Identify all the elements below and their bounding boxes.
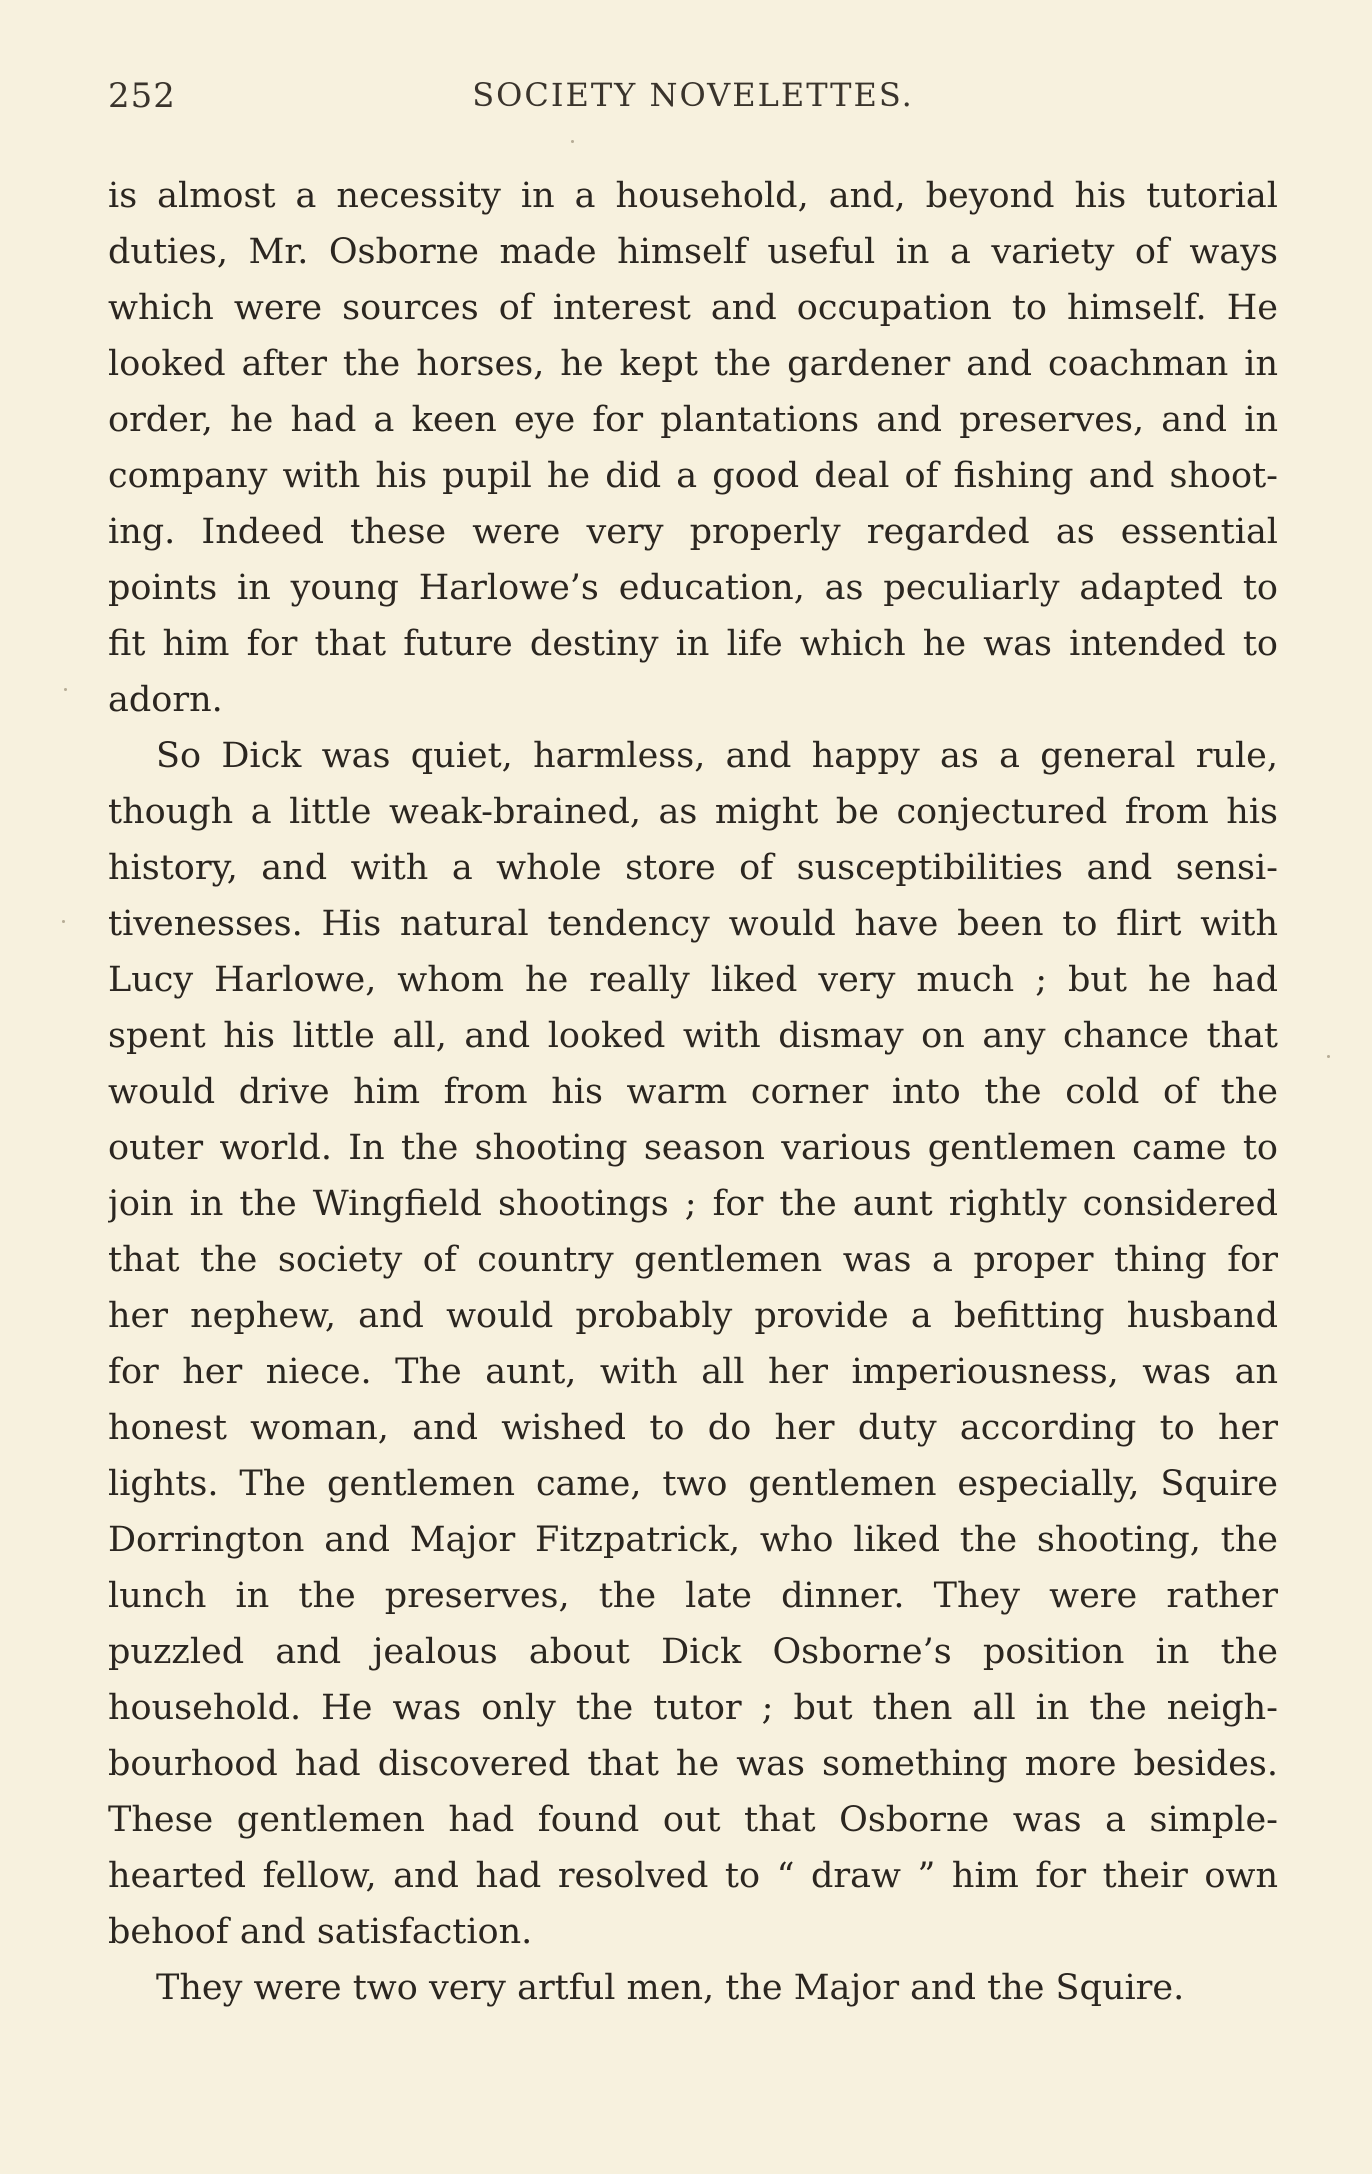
text-line: They were two very artful men, the Major and the Squire.: [156, 1968, 1185, 2008]
body-text: [108, 168, 1278, 2016]
text-line: honest woman, and wished to do her duty according to her: [108, 1408, 1278, 1448]
text-line: So Dick was quiet, harmless, and happy as a general rule,: [156, 736, 1278, 776]
text-line: hearted fellow, and had resolved to “ draw ” him for their own: [108, 1856, 1278, 1896]
running-head: SOCIETY NOVELETTES.: [472, 76, 914, 114]
text-line: that the society of country gentlemen was a proper thing for: [108, 1240, 1278, 1280]
paper-speck: [62, 920, 65, 923]
page-header: [108, 76, 1278, 126]
text-line: puzzled and jealous about Dick Osborne’s position in the: [108, 1632, 1278, 1672]
paragraph: [108, 168, 1278, 728]
paper-speck: [571, 140, 574, 143]
text-line: order, he had a keen eye for plantations and preserves, and in: [108, 400, 1278, 440]
text-line: would drive him from his warm corner into the cold of the: [108, 1072, 1278, 1112]
page-number: 252: [108, 76, 176, 116]
paper-speck: [1327, 1055, 1330, 1058]
text-line: is almost a necessity in a household, and, beyond his tutorial: [108, 176, 1278, 216]
text-line: adorn.: [108, 680, 223, 720]
text-line: fit him for that future destiny in life which he was intended to: [108, 624, 1278, 664]
text-line: outer world. In the shooting season various gentlemen came to: [108, 1128, 1278, 1168]
text-line: lunch in the preserves, the late dinner. They were rather: [108, 1576, 1278, 1616]
text-line: These gentlemen had found out that Osborne was a simple-: [108, 1800, 1278, 1840]
text-line: lights. The gentlemen came, two gentlemen especially, Squire: [108, 1464, 1278, 1504]
text-line: for her niece. The aunt, with all her imperiousness, was an: [108, 1352, 1278, 1392]
text-line: Lucy Harlowe, whom he really liked very much ; but he had: [108, 960, 1278, 1000]
text-line: Dorrington and Major Fitzpatrick, who liked the shooting, the: [108, 1520, 1278, 1560]
text-line: join in the Wingfield shootings ; for the aunt rightly considered: [108, 1184, 1278, 1224]
text-line: though a little weak-brained, as might be conjectured from his: [108, 792, 1278, 832]
text-line: behoof and satisfaction.: [108, 1912, 533, 1952]
paper-speck: [64, 688, 67, 691]
text-line: ing. Indeed these were very properly regarded as essential: [108, 512, 1278, 552]
text-line: duties, Mr. Osborne made himself useful in a variety of ways: [108, 232, 1278, 272]
text-line: company with his pupil he did a good deal of fishing and shoot-: [108, 456, 1278, 496]
text-line: tivenesses. His natural tendency would have been to flirt with: [108, 904, 1278, 944]
paragraph: [108, 728, 1278, 1960]
text-line: points in young Harlowe’s education, as peculiarly adapted to: [108, 568, 1278, 608]
text-line: which were sources of interest and occupation to himself. He: [108, 288, 1278, 328]
paragraph: [108, 1960, 1278, 2016]
text-line: her nephew, and would probably provide a befitting husband: [108, 1296, 1278, 1336]
text-line: spent his little all, and looked with dismay on any chance that: [108, 1016, 1278, 1056]
text-line: household. He was only the tutor ; but then all in the neigh-: [108, 1688, 1278, 1728]
text-line: history, and with a whole store of susceptibilities and sensi-: [108, 848, 1278, 888]
text-line: looked after the horses, he kept the gardener and coachman in: [108, 344, 1278, 384]
text-line: bourhood had discovered that he was something more besides.: [108, 1744, 1278, 1784]
